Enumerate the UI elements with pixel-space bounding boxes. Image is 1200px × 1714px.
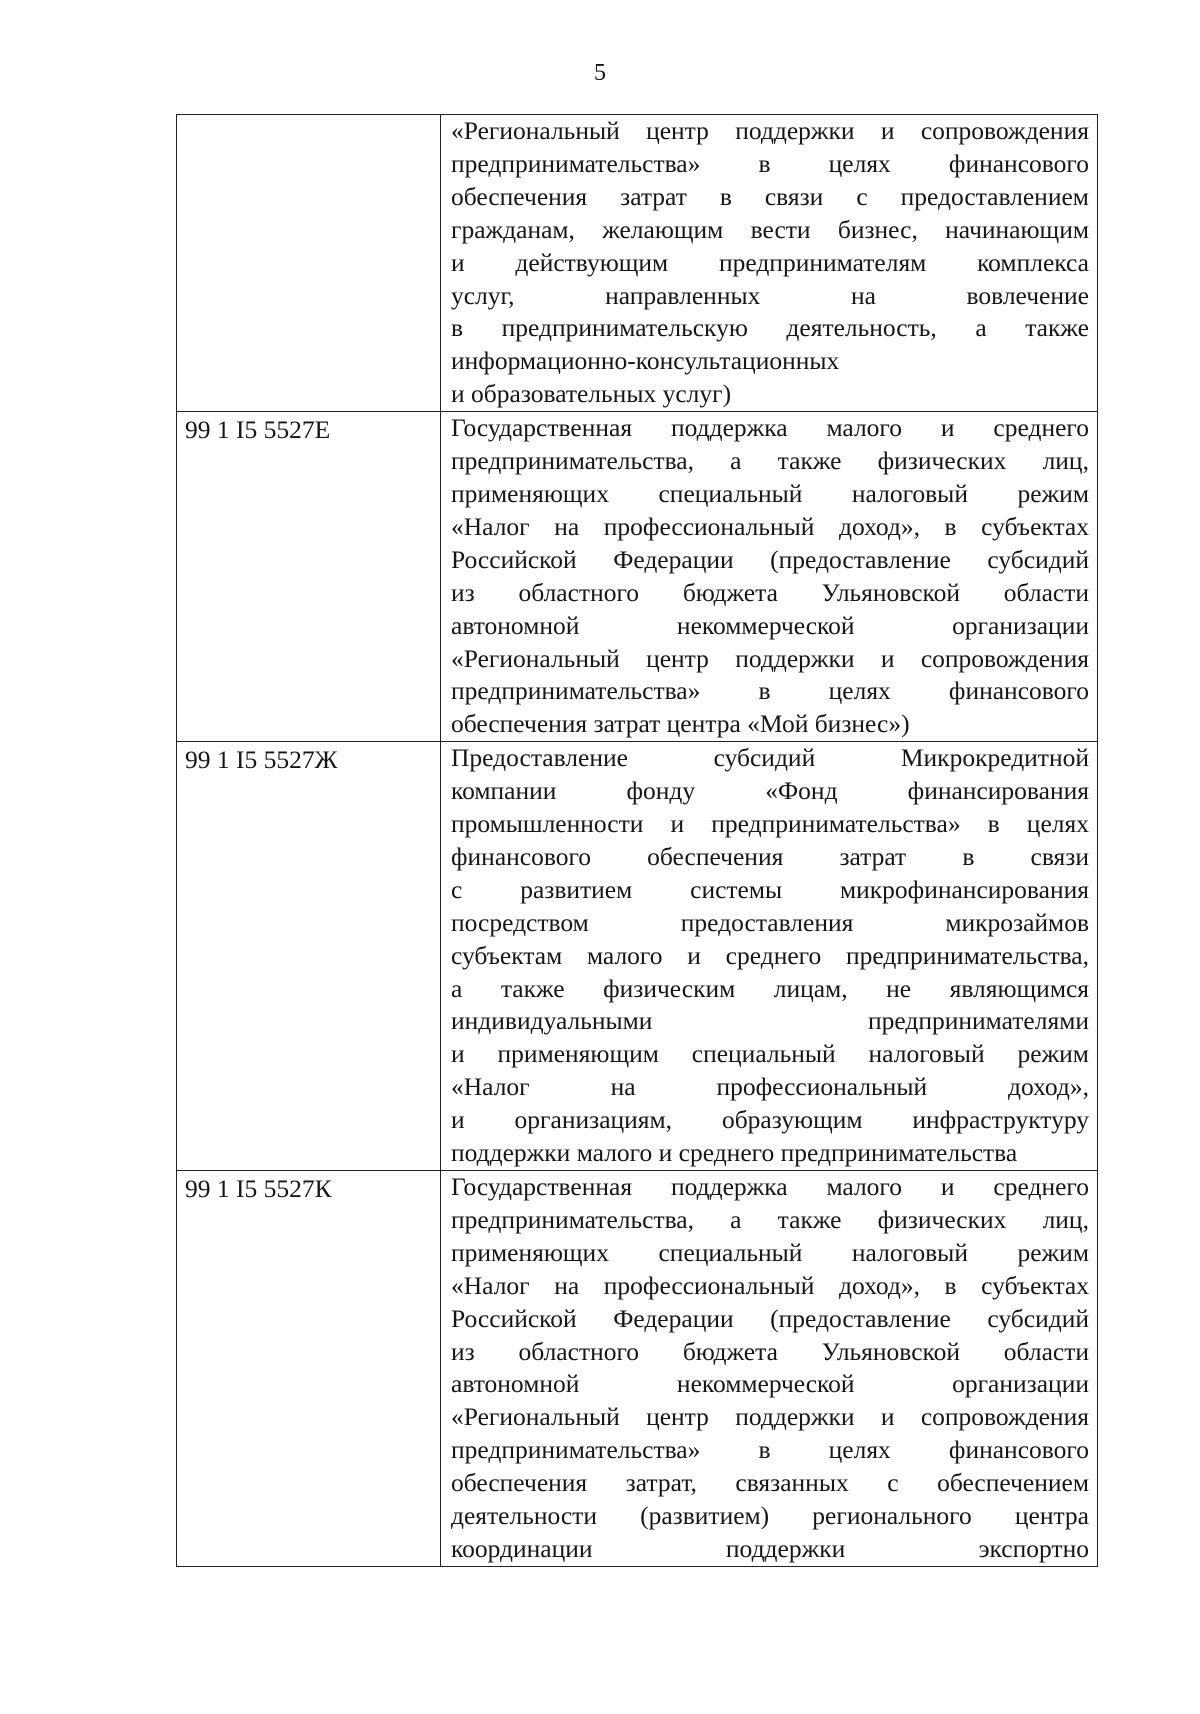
description-line: обеспечения затрат в связи с предоставлением — [451, 181, 1089, 211]
page-number: 5 — [594, 60, 606, 86]
description-line: информационно-консультационных — [451, 346, 840, 376]
description-line: и организациям, образующим инфраструктуру — [451, 1105, 1089, 1135]
description-line: а также физическим лицам, не являющимся — [451, 973, 1089, 1003]
description-line: из областного бюджета Ульяновской области — [451, 1336, 1089, 1366]
description-line: предпринимательства, а также физических лиц, — [451, 1204, 1089, 1234]
description-line: предпринимательства» в целях финансового — [451, 1435, 1089, 1465]
description-line: предпринимательства, а также физических лиц, — [451, 446, 1089, 476]
description-line: промышленности и предпринимательства» в целях — [451, 809, 1089, 839]
description-line: автономной некоммерческой организации — [451, 610, 1089, 640]
description-cell — [441, 115, 1098, 412]
description-line: компании фонду «Фонд финансирования — [451, 776, 1089, 806]
description-line: и применяющим специальный налоговый режим — [451, 1039, 1089, 1069]
description-line: предпринимательства» в целях финансового — [451, 676, 1089, 706]
budget-classification-table — [176, 114, 1098, 1567]
description-line: «Региональный центр поддержки и сопровождения — [451, 116, 1089, 145]
description-line: и образовательных услуг) — [451, 379, 732, 409]
description-line: автономной некоммерческой организации — [451, 1369, 1089, 1399]
description-line: Государственная поддержка малого и среднего — [451, 413, 1089, 443]
description-line: поддержки малого и среднего предпринимательства — [451, 1138, 1018, 1168]
description-line: с развитием системы микрофинансирования — [451, 874, 1089, 904]
table-row — [177, 742, 1098, 1171]
description-line: посредством предоставления микрозаймов — [451, 907, 1089, 937]
description-cell — [441, 742, 1098, 1171]
description-cell — [441, 1171, 1098, 1567]
description-cell — [441, 412, 1098, 742]
description-line: «Налог на профессиональный доход», в субъектах — [451, 511, 1089, 541]
description-line: финансового обеспечения затрат в связи — [451, 841, 1089, 871]
description-line: субъектам малого и среднего предпринимательства, — [451, 940, 1089, 970]
code-cell: 99 1 I5 5527Ж — [177, 742, 441, 1171]
description-line: «Региональный центр поддержки и сопровождения — [451, 643, 1089, 673]
code-cell: 99 1 I5 5527Е — [177, 412, 441, 742]
description-line: Российской Федерации (предоставление субсидий — [451, 544, 1089, 574]
table-row — [177, 412, 1098, 742]
description-line: обеспечения затрат центра «Мой бизнес») — [451, 709, 910, 739]
table-row — [177, 115, 1098, 412]
description-line: Российской Федерации (предоставление субсидий — [451, 1303, 1089, 1333]
description-line: координации поддержки экспортно — [451, 1533, 1089, 1563]
description-line: «Налог на профессиональный доход», в субъектах — [451, 1270, 1089, 1300]
description-line: обеспечения затрат, связанных с обеспечением — [451, 1468, 1089, 1498]
description-line: гражданам, желающим вести бизнес, начинающим — [451, 214, 1089, 244]
description-line: индивидуальными предпринимателями — [451, 1006, 1089, 1036]
description-line: и действующим предпринимателям комплекса — [451, 247, 1089, 277]
description-line: Государственная поддержка малого и среднего — [451, 1172, 1089, 1201]
description-line: применяющих специальный налоговый режим — [451, 1237, 1089, 1267]
description-line: предпринимательства» в целях финансового — [451, 148, 1089, 178]
code-cell: 99 1 I5 5527К — [177, 1171, 441, 1567]
description-line: в предпринимательскую деятельность, а также — [451, 313, 1089, 343]
description-line: «Региональный центр поддержки и сопровождения — [451, 1402, 1089, 1432]
table-row — [177, 1171, 1098, 1567]
description-line: из областного бюджета Ульяновской области — [451, 577, 1089, 607]
description-line: применяющих специальный налоговый режим — [451, 478, 1089, 508]
description-line: Предоставление субсидий Микрокредитной — [451, 743, 1089, 773]
description-line: «Налог на профессиональный доход», — [451, 1072, 1089, 1102]
description-line: деятельности (развитием) регионального центра — [451, 1501, 1089, 1531]
code-cell — [177, 115, 441, 412]
description-line: услуг, направленных на вовлечение — [451, 280, 1089, 310]
